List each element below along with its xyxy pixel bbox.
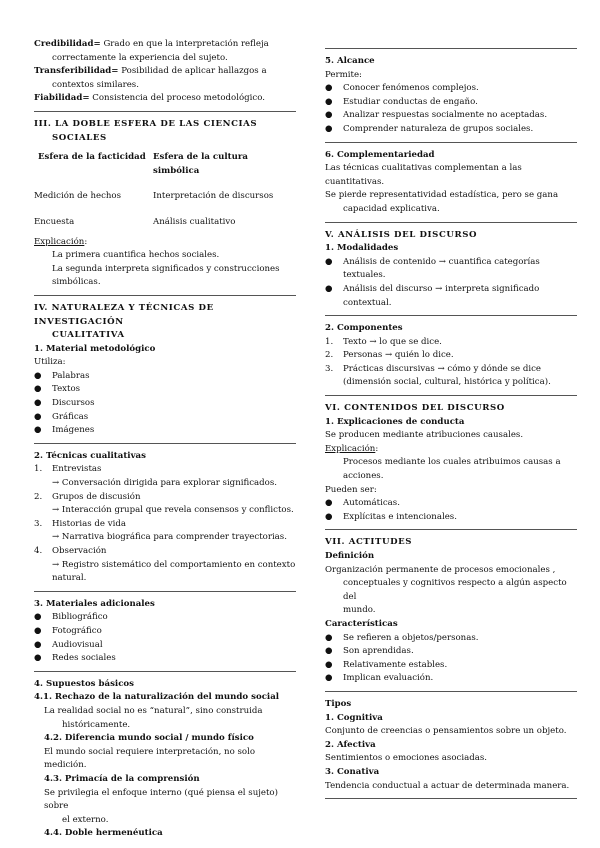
technique-desc: → Conversación dirigida para explorar significados. [52, 478, 277, 489]
paragraph-line: El mundo social requiere interpretación, no solo medición. [44, 746, 256, 771]
credibilidad-def-cont: correctamente la experiencia del sujeto. [52, 52, 228, 63]
paragraph-line: Procesos mediante los cuales atribuimos causas a [343, 457, 561, 468]
spheres-table-row: Encuesta Análisis cualitativo [34, 216, 236, 227]
list-item: ● Implican evaluación. [325, 673, 434, 684]
divider [325, 798, 577, 799]
section-vii-title: VII. ACTITUDES [325, 537, 413, 548]
section-vi-title: VI. CONTENIDOS DEL DISCURSO [325, 403, 505, 414]
list-item: ● Redes sociales [34, 653, 116, 664]
subsection-title: Tipos [325, 698, 352, 709]
list-item: ● Relativamente estables. [325, 659, 448, 670]
list-item: ● Imágenes [34, 425, 95, 436]
subsubsection-title: 4.2. Diferencia mundo social / mundo físico [44, 733, 254, 744]
list-item: ● Comprender naturaleza de grupos sociales. [325, 123, 534, 134]
materials-list [34, 370, 296, 438]
divider [34, 671, 296, 672]
divider [325, 142, 577, 143]
list-item: ● Conocer fenómenos complejos. [325, 83, 479, 94]
permite-label: Permite: [325, 69, 362, 80]
list-item: ● Fotográfico [34, 625, 102, 636]
divider [325, 222, 577, 223]
technique-desc: natural. [52, 573, 87, 584]
list-item: ● Análisis de contenido → cuantifica categorías [325, 256, 540, 267]
subsection-title: 3. Materiales adicionales [34, 598, 155, 609]
paragraph-line: Organización permanente de procesos emocionales , [325, 564, 556, 575]
subsection-title: 1. Material metodológico [34, 343, 156, 354]
subsection-title: 2. Componentes [325, 323, 403, 334]
divider [34, 295, 296, 296]
transferibilidad-def-cont: contextos similares. [52, 79, 139, 90]
list-item: ● Se refieren a objetos/personas. [325, 632, 479, 643]
explanation-label: Explicación: [34, 236, 88, 247]
list-item-cont: (dimensión social, cultural, histórica y política). [343, 377, 551, 388]
subsection-title: Características [325, 618, 398, 629]
spheres-table-header: Esfera de la facticidad Esfera de la cultura simbólica [38, 152, 248, 176]
subsection-title: 2. Técnicas cualitativas [34, 450, 146, 461]
subsubsection-title: 4.3. Primacía de la comprensión [44, 773, 200, 784]
paragraph-line: el externo. [62, 814, 109, 825]
list-item: ● Textos [34, 384, 81, 395]
subsection-title: 1. Modalidades [325, 243, 399, 254]
paragraph-line: conceptuales y cognitivos respecto a algún aspecto del [343, 578, 567, 602]
fiabilidad-def: Fiabilidad= Consistencia del proceso metodológico. [34, 93, 265, 104]
right-column [325, 38, 577, 805]
list-item-cont: contextual. [343, 297, 392, 308]
divider [34, 111, 296, 112]
list-item: ● Discursos [34, 398, 95, 409]
left-column [34, 38, 296, 841]
subsubsection-title: 4.4. Doble hermenéutica [44, 828, 163, 839]
divider [325, 48, 577, 49]
section-3-title: III. LA DOBLE ESFERA DE LAS CIENCIAS [34, 118, 258, 129]
technique-desc: → Narrativa biográfica para comprender trayectorias. [52, 532, 287, 543]
paragraph-line: Las técnicas cualitativas complementan a las cuantitativas. [325, 163, 522, 187]
explanation-label: Explicación: [325, 443, 379, 454]
divider [325, 691, 577, 692]
divider [325, 395, 577, 396]
list-item: ● Gráficas [34, 411, 89, 422]
list-item: 3. Prácticas discursivas → cómo y dónde se dice [325, 363, 541, 374]
subsection-title: 5. Alcance [325, 56, 375, 66]
paragraph-line: Se privilegia el enfoque interno (qué piensa el sujeto) sobre [44, 787, 278, 812]
transferibilidad-def: Transferibilidad= Posibilidad de aplicar hallazgos a [34, 66, 267, 77]
subsubsection-title: 4.1. Rechazo de la naturalización del mundo social [34, 692, 280, 703]
list-item: ● Analizar respuestas socialmente no aceptadas. [325, 110, 548, 121]
paragraph-line: acciones. [343, 471, 384, 482]
credibilidad-def: Credibilidad= Grado en que la interpretación refleja [34, 39, 269, 49]
list-item: ● Son aprendidas. [325, 646, 414, 657]
type-title: 1. Cognitiva [325, 712, 383, 723]
type-title: 3. Conativa [325, 766, 380, 777]
paragraph-line: La realidad social no es “natural”, sino construida [44, 705, 263, 716]
list-item: ● Explícitas e intencionales. [325, 511, 457, 522]
technique-desc: → Registro sistemático del comportamiento en contexto [52, 559, 296, 570]
paragraph-line: Se pierde representatividad estadística, pero se gana [325, 190, 559, 201]
paragraph-line: históricamente. [62, 719, 131, 730]
list-item-cont: textuales. [343, 270, 386, 281]
paragraph-line: Tendencia conductual a actuar de determinada manera. [325, 780, 570, 791]
subsection-title: 6. Complementariedad [325, 149, 435, 160]
section-v-title: V. ANÁLISIS DEL DISCURSO [325, 229, 478, 240]
list-item: 2. Personas → quién lo dice. [325, 350, 454, 361]
paragraph-line: mundo. [343, 605, 376, 616]
list-item: ● Palabras [34, 370, 90, 381]
subsection-title: 4. Supuestos básicos [34, 678, 134, 689]
paragraph-line: Se producen mediante atribuciones causales. [325, 430, 524, 441]
utiliza-label: Utiliza: [34, 357, 66, 368]
list-item: 1. Entrevistas [34, 464, 102, 475]
spheres-table-row: Medición de hechos Interpretación de discursos [34, 191, 274, 202]
divider [34, 443, 296, 444]
divider [325, 315, 577, 316]
subsection-title: 1. Explicaciones de conducta [325, 416, 465, 427]
paragraph-line: Sentimientos o emociones asociadas. [325, 753, 487, 764]
list-item: ● Automáticas. [325, 498, 400, 509]
section-3-title-cont: SOCIALES [52, 132, 107, 143]
list-item: 2. Grupos de discusión [34, 491, 141, 502]
divider [325, 529, 577, 530]
list-item: ● Bibliográfico [34, 612, 108, 623]
explanation-line: La segunda interpreta significados y construcciones [52, 263, 280, 274]
list-item: 4. Observación [34, 546, 107, 556]
paragraph-line: Conjunto de creencias o pensamientos sobre un objeto. [325, 726, 567, 737]
subsection-title: Definición [325, 551, 375, 561]
list-item: ● Análisis del discurso → interpreta significado [325, 283, 540, 294]
technique-desc: → Interacción grupal que revela consensos y conflictos. [52, 505, 294, 516]
explanation-line: La primera cuantifica hechos sociales. [52, 250, 220, 261]
list-item: 3. Historias de vida [34, 518, 126, 529]
type-title: 2. Afectiva [325, 739, 376, 750]
explanation-line: simbólicas. [52, 277, 101, 288]
section-4-title: IV. NATURALEZA Y TÉCNICAS DE INVESTIGACIÓN [34, 302, 214, 327]
list-item: ● Audiovisual [34, 639, 103, 650]
paragraph-line: capacidad explicativa. [343, 203, 440, 214]
divider [34, 591, 296, 592]
list-item: 1. Texto → lo que se dice. [325, 336, 442, 347]
section-4-title-cont: CUALITATIVA [52, 330, 125, 341]
list-item: ● Estudiar conductas de engaño. [325, 96, 478, 107]
paragraph-line: Pueden ser: [325, 484, 377, 495]
